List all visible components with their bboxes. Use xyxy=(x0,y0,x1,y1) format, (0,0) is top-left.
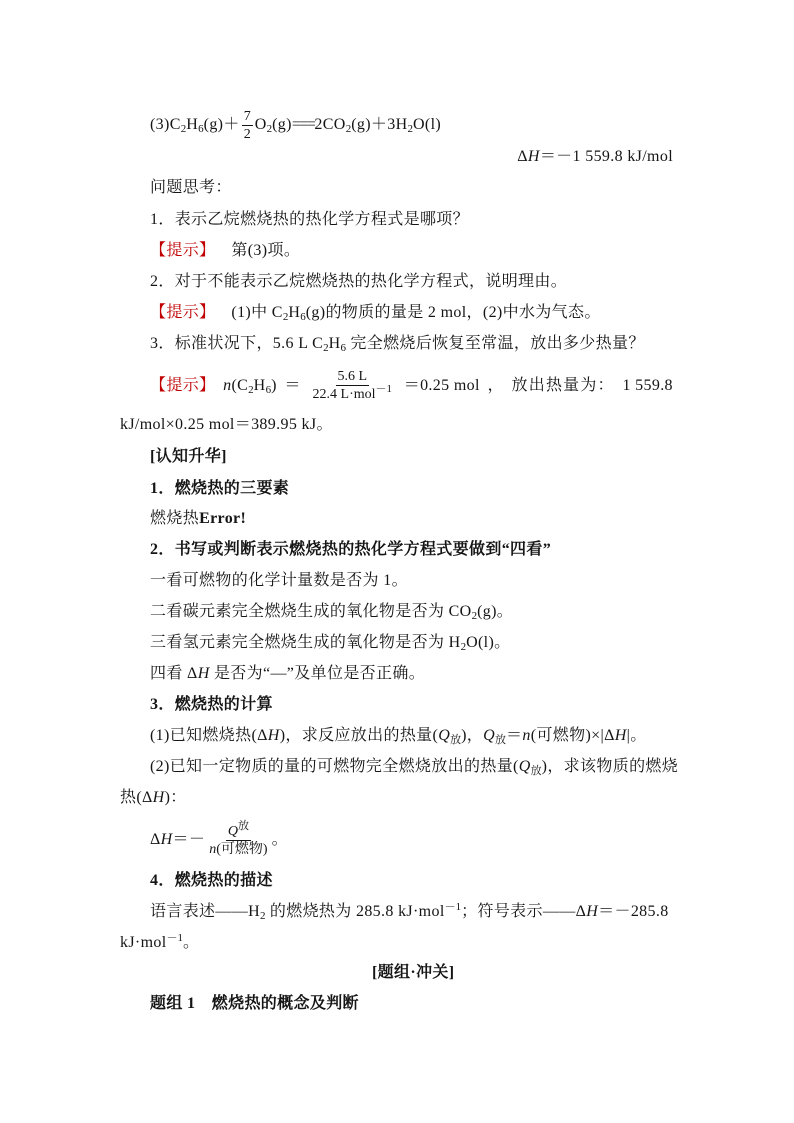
question-text: 完全燃烧后恢复至常温，放出多少热量？ xyxy=(346,335,645,352)
denominator-text: 22.4 L·mol xyxy=(312,387,376,402)
answer-text: (C xyxy=(231,376,249,394)
body-text: 是否为“—”及单位是否正确。 xyxy=(209,665,426,682)
subscript: 2 xyxy=(407,123,413,136)
hint-label: 【提示】 xyxy=(150,304,216,321)
body-text: 热(Δ xyxy=(120,789,153,806)
body-text: (2)已知一定物质的量的可燃物完全燃烧放出的热量( xyxy=(150,758,519,775)
subscript: 6 xyxy=(265,383,272,396)
question-text: 3．标准状况下，5.6 L C xyxy=(150,335,324,352)
body-text: 三看氢元素完全燃烧生成的氧化物是否为 H xyxy=(150,634,461,651)
enthalpy-symbol: H xyxy=(614,727,627,744)
look-4 xyxy=(150,664,425,684)
body-text: O(l)。 xyxy=(466,634,511,651)
subscript: 6 xyxy=(198,123,204,136)
calc-2-continuation xyxy=(120,788,187,808)
answer-3-continuation: kJ/mol×0.25 mol＝389.95 kJ。 xyxy=(120,416,333,433)
subscript: 放 xyxy=(530,765,542,777)
superscript: －1 xyxy=(375,383,393,395)
subscript: 2 xyxy=(260,910,266,922)
look-3 xyxy=(150,633,510,653)
heat-fraction xyxy=(207,819,269,858)
heat-symbol: Q xyxy=(518,758,531,775)
delta-symbol: Δ xyxy=(150,831,161,848)
enthalpy-value xyxy=(517,147,673,167)
body-text: ＝－285.8 xyxy=(598,903,669,920)
equation-text: H xyxy=(186,116,199,134)
subscript: 2 xyxy=(266,123,273,136)
reaction-equation-3 xyxy=(150,108,441,143)
look-2 xyxy=(150,602,513,622)
look-1: 一看可燃物的化学计量数是否为 1。 xyxy=(150,572,408,589)
body-text: ；符号表示——Δ xyxy=(461,903,587,920)
enthalpy-symbol: H xyxy=(197,665,210,682)
body-text: kJ·mol xyxy=(120,934,167,951)
body-text: 燃烧热 xyxy=(150,510,200,527)
moles-symbol: n xyxy=(223,376,232,394)
three-elements-line xyxy=(150,509,246,529)
questions-heading: 问题思考： xyxy=(150,179,232,196)
body-text: )，求该物质的燃烧 xyxy=(541,758,679,775)
answer-text: H xyxy=(288,304,301,321)
comma: ， xyxy=(487,376,504,394)
enthalpy-symbol: H xyxy=(267,727,280,744)
enthalpy-symbol: H xyxy=(527,148,540,165)
enthalpy-symbol: H xyxy=(586,903,599,920)
equals-sign: ＝ xyxy=(284,376,301,394)
subscript: 6 xyxy=(340,342,347,354)
superscript: －1 xyxy=(444,901,462,913)
body-text: 的燃烧热为 285.8 kJ·mol xyxy=(265,903,445,920)
delta-symbol: Δ xyxy=(517,148,528,165)
body-text: 语言表述——H xyxy=(150,903,261,920)
fraction-denominator xyxy=(311,383,395,403)
answer-1 xyxy=(150,241,300,261)
fraction-denominator xyxy=(207,841,269,858)
subscript: 6 xyxy=(300,311,306,323)
hint-label: 【提示】 xyxy=(150,376,216,394)
question-1: 1．表示乙烷燃烧热的热化学方程式是哪项？ xyxy=(150,211,470,228)
section-1-title: 1．燃烧热的三要素 xyxy=(150,480,290,497)
section-3-title: 3．燃烧热的计算 xyxy=(150,696,273,713)
subscript: 2 xyxy=(248,383,254,396)
description xyxy=(150,902,669,922)
heat-value: 1 559.8 xyxy=(622,376,673,394)
body-text: (g)。 xyxy=(477,603,514,620)
enthalpy-symbol: H xyxy=(152,789,165,806)
fraction-denominator: 2 xyxy=(243,127,251,142)
body-text: (1)已知燃烧热(Δ xyxy=(150,727,268,744)
answer-3 xyxy=(150,368,673,403)
enthalpy-symbol: H xyxy=(160,831,173,848)
moles-symbol: n xyxy=(209,841,217,857)
answer-text: (g)的物质的量是 2 mol，(2)中水为气态。 xyxy=(305,304,601,321)
answer-text: ) xyxy=(271,376,277,394)
equation-text: O xyxy=(254,116,267,134)
enthalpy-formula xyxy=(150,819,288,858)
practice-group-1-title: 题组 1 燃烧热的概念及判断 xyxy=(150,995,359,1012)
error-text: Error! xyxy=(199,510,247,527)
fraction-numerator: 5.6 L xyxy=(337,369,368,384)
subscript: 2 xyxy=(282,311,289,323)
moles-expression xyxy=(223,369,277,403)
body-text: (可燃物)×|Δ xyxy=(530,727,615,744)
body-text: 二看碳元素完全燃烧生成的氧化物是否为 CO xyxy=(150,603,472,620)
answer-text: (1)中 C xyxy=(231,304,283,321)
equation-text: O(l) xyxy=(413,116,442,134)
body-text: |。 xyxy=(626,727,647,744)
subscript: 放 xyxy=(450,734,462,746)
answer-2 xyxy=(150,303,601,323)
body-text: ＝ xyxy=(506,727,523,744)
section-2-title: 2．书写或判断表示燃烧热的热化学方程式要做到“四看” xyxy=(150,541,552,558)
subscript: 2 xyxy=(471,610,478,622)
subscript: 2 xyxy=(323,342,329,354)
subscript: 2 xyxy=(180,123,187,136)
description-continuation xyxy=(120,933,199,953)
moles-result: ＝0.25 mol xyxy=(403,376,480,394)
enthalpy-text: ＝－1 559.8 kJ/mol xyxy=(539,148,673,165)
heat-symbol: Q xyxy=(438,727,451,744)
calc-2 xyxy=(150,757,678,777)
heat-label: 放出热量为： xyxy=(511,376,615,394)
equation-text: (g) xyxy=(272,116,292,134)
body-text: 。 xyxy=(183,934,200,951)
equation-text: (g)＋3H xyxy=(351,116,408,134)
superscript: －1 xyxy=(166,932,184,944)
heat-symbol: Q xyxy=(227,823,238,839)
body-text: )， xyxy=(461,727,484,744)
fraction-numerator xyxy=(226,819,251,841)
body-text: 四看 Δ xyxy=(150,665,198,682)
superscript: 放 xyxy=(237,819,249,832)
equation-text: (g)＋ xyxy=(203,116,240,134)
subscript: 2 xyxy=(345,123,352,136)
calc-1 xyxy=(150,726,647,746)
moles-symbol: n xyxy=(522,727,531,744)
practice-heading: [题组·冲关] xyxy=(372,964,455,981)
formula-text: ＝－ xyxy=(172,831,206,848)
body-text: )： xyxy=(164,789,187,806)
fraction-numerator: 7 xyxy=(243,109,251,124)
upgrade-heading: [认知升华] xyxy=(150,448,227,465)
heat-symbol: Q xyxy=(483,727,496,744)
question-text: H xyxy=(328,335,341,352)
formula-text: 。 xyxy=(271,831,288,848)
section-4-title: 4．燃烧热的描述 xyxy=(150,872,273,889)
equation-text: 2CO xyxy=(314,116,346,134)
equation-text: (3)C xyxy=(150,116,181,134)
subscript: 2 xyxy=(460,641,467,653)
hint-label: 【提示】 xyxy=(150,242,216,259)
subscript: 放 xyxy=(495,734,507,746)
answer-text: H xyxy=(253,376,266,394)
reaction-equals-sign: === xyxy=(291,116,315,134)
denominator-text: (可燃物) xyxy=(216,841,268,857)
question-2: 2．对于不能表示乙烷燃烧热的热化学方程式，说明理由。 xyxy=(150,273,568,290)
answer-text: 第(3)项。 xyxy=(231,242,301,259)
body-text: )，求反应放出的热量( xyxy=(279,727,439,744)
volume-fraction xyxy=(311,368,395,403)
coefficient-fraction xyxy=(242,108,253,143)
question-3 xyxy=(150,334,645,354)
